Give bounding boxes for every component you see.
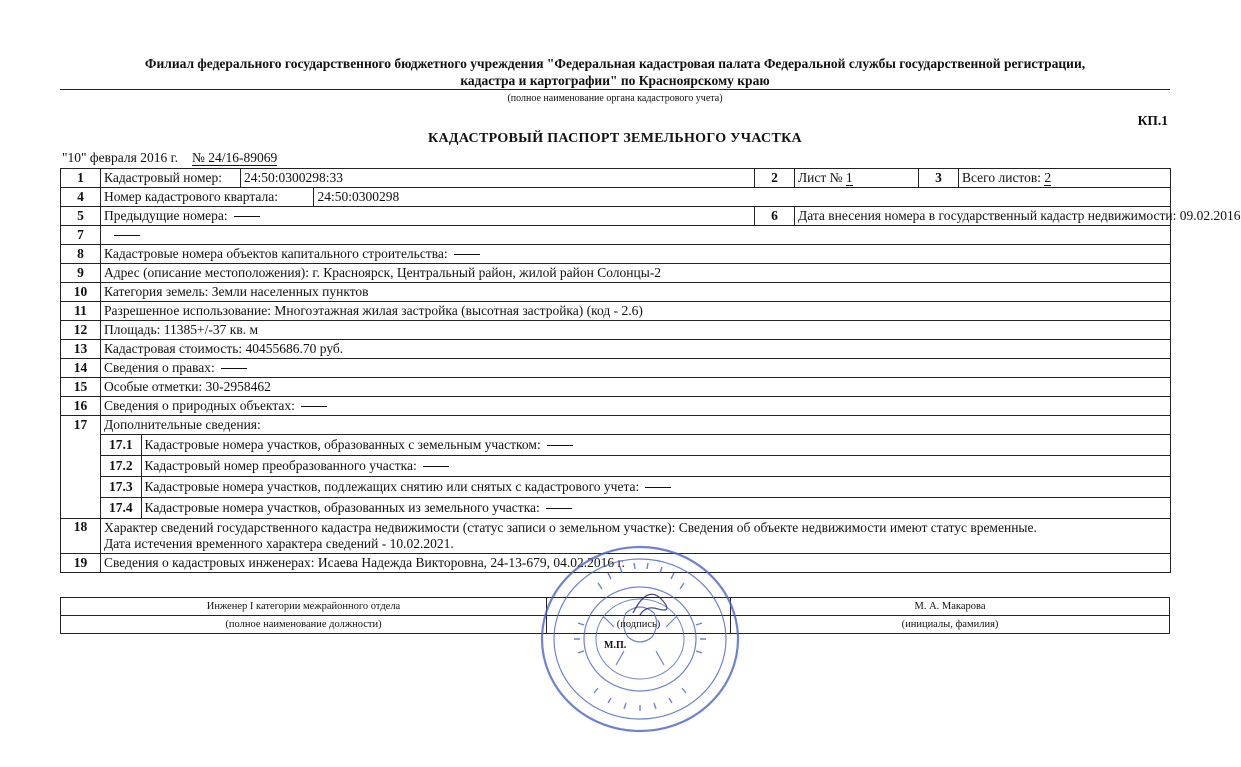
- dash-mark: [546, 508, 572, 509]
- land-category: Категория земель: Земли населенных пунктов: [101, 283, 1171, 302]
- table-row: [61, 456, 1171, 477]
- dash-mark: [454, 254, 480, 255]
- capital-objects: [101, 245, 1171, 264]
- number-entry-date: Дата внесения номера в государственный кадастр недвижимости: 09.02.2016: [795, 207, 1171, 226]
- dash-mark: [301, 406, 327, 407]
- total-sheets-label: Всего листов:: [962, 170, 1042, 185]
- passport-table: [60, 168, 1241, 573]
- sub-row-label: Кадастровые номера участков, образованных из земельного участка:: [144, 500, 540, 515]
- capital-objects-text: Кадастровые номера объектов капитального строительства:: [104, 246, 448, 261]
- additional-info: Дополнительные сведения:: [101, 416, 1171, 435]
- row-number: 16: [61, 397, 101, 416]
- quarter-label: Номер кадастрового квартала:: [101, 188, 313, 206]
- row-number: 17.3: [101, 477, 141, 497]
- stamp-place-mark: М.П.: [604, 640, 627, 651]
- quarter-cell: [101, 188, 1171, 207]
- quarter-value: 24:50:0300298: [317, 189, 400, 204]
- document-number: № 24/16-89069: [191, 150, 278, 165]
- dash-mark: [547, 445, 573, 446]
- permitted-use: Разрешенное использование: Многоэтажная жилая застройка (высотная застройка) (код - 2.6): [101, 302, 1171, 321]
- issue-date-line: [62, 150, 277, 166]
- cadastral-number-value: [241, 169, 755, 188]
- org-name-caption: (полное наименование органа кадастрового учета): [507, 93, 723, 104]
- table-row: [61, 207, 1171, 226]
- sub-row-17-1: [101, 435, 1171, 456]
- row-number: 14: [61, 359, 101, 378]
- sub-inner: [101, 456, 1170, 476]
- document-title: КАДАСТРОВЫЙ ПАСПОРТ ЗЕМЕЛЬНОГО УЧАСТКА: [428, 131, 802, 146]
- natural-objects: [101, 397, 1171, 416]
- previous-numbers: [101, 207, 755, 226]
- cadastral-number-label: Кадастровый номер:: [101, 169, 241, 188]
- area: Площадь: 11385+/-37 кв. м: [101, 321, 1171, 340]
- row-number: 6: [755, 207, 795, 226]
- name-caption: (инициалы, фамилия): [731, 616, 1170, 634]
- sub-inner: [101, 477, 1170, 497]
- row-number: 1: [61, 169, 101, 188]
- table-row: [61, 477, 1171, 498]
- dash-mark: [423, 466, 449, 467]
- row-number: 10: [61, 283, 101, 302]
- total-sheets: [959, 169, 1171, 188]
- sub-row-text: [141, 477, 1170, 497]
- previous-numbers-label: Предыдущие номера:: [104, 208, 228, 223]
- official-name: М. А. Макарова: [731, 598, 1170, 616]
- plan-cell: [101, 226, 1171, 245]
- row-number: 3: [919, 169, 959, 188]
- dash-mark: [234, 216, 260, 217]
- sheet-number: [795, 169, 919, 188]
- sub-row-text: [141, 456, 1170, 476]
- sheet-label: Лист №: [798, 170, 843, 185]
- sub-row-text: [141, 498, 1170, 518]
- table-row: [61, 416, 1171, 435]
- table-row: [61, 340, 1171, 359]
- dash-mark: [221, 368, 247, 369]
- sub-inner: [101, 435, 1170, 455]
- special-notes: Особые отметки: 30-2958462: [101, 378, 1171, 397]
- header-rule: [60, 89, 1170, 90]
- row-number: 19: [61, 554, 101, 573]
- rights-text: Сведения о правах:: [104, 360, 215, 375]
- org-name-line1: Филиал федерального государственного бюджетного учреждения "Федеральная кадастровая палата Федеральной службы государственной регистрации,: [144, 56, 1086, 71]
- row-number: 9: [61, 264, 101, 283]
- form-code: КП.1: [1137, 113, 1168, 128]
- total-sheets-value: 2: [1044, 170, 1052, 185]
- row-number: 4: [61, 188, 101, 207]
- cadastral-number-text: 24:50:0300298:33: [244, 170, 344, 185]
- org-name-line2: кадастра и картографии" по Красноярскому краю: [460, 73, 770, 88]
- table-row: [61, 302, 1171, 321]
- cadastral-value: Кадастровая стоимость: 40455686.70 руб.: [101, 340, 1171, 359]
- row-number: 5: [61, 207, 101, 226]
- row-number: 15: [61, 378, 101, 397]
- row-number: 17.2: [101, 456, 141, 476]
- table-row: [61, 245, 1171, 264]
- sheet-value: 1: [845, 170, 853, 185]
- row-number: 18: [61, 519, 101, 554]
- dash-mark: [645, 487, 671, 488]
- sub-row-label: Кадастровый номер преобразованного участка:: [144, 458, 417, 473]
- row-number: 17.4: [101, 498, 141, 518]
- cadastral-engineers: Сведения о кадастровых инженерах: Исаева Надежда Викторовна, 24-13-679, 04.02.2016 г.: [101, 554, 1171, 573]
- row-number: 7: [61, 226, 101, 245]
- table-row: [61, 359, 1171, 378]
- table-row: [61, 498, 1171, 519]
- table-row: [61, 321, 1171, 340]
- table-row: [61, 169, 1171, 188]
- table-row: [61, 435, 1171, 456]
- table-row: [61, 226, 1171, 245]
- row-number: 8: [61, 245, 101, 264]
- official-position: Инженер I категории межрайонного отдела: [61, 598, 547, 616]
- signature-caption: (подпись): [547, 616, 731, 634]
- sub-row-label: Кадастровые номера участков, подлежащих снятию или снятых с кадастрового учета:: [144, 479, 640, 494]
- record-status-line1: Характер сведений государственного кадастра недвижимости (статус записи о земельном участке): Сведения об объекте недвижимости имеют статус временные.: [104, 520, 1037, 535]
- sub-row-17-2: [101, 456, 1171, 477]
- official-stamp-seal: [538, 543, 742, 735]
- sub-row-label: Кадастровые номера участков, образованных с земельным участком:: [144, 437, 541, 452]
- rights-info: [101, 359, 1171, 378]
- table-row: [61, 264, 1171, 283]
- table-row: [61, 283, 1171, 302]
- table-row: [61, 188, 1171, 207]
- natural-objects-text: Сведения о природных объектах:: [104, 398, 295, 413]
- sub-row-text: [141, 435, 1170, 455]
- issue-date: "10" февраля 2016 г.: [62, 150, 178, 165]
- address: Адрес (описание местоположения): г. Красноярск, Центральный район, жилой район Солонцы-2: [101, 264, 1171, 283]
- row-number: 17: [61, 416, 101, 519]
- dash-mark: [114, 235, 140, 236]
- sub-row-17-3: [101, 477, 1171, 498]
- table-row: [61, 378, 1171, 397]
- position-caption: (полное наименование должности): [61, 616, 547, 634]
- row-number: 13: [61, 340, 101, 359]
- row-number: 2: [755, 169, 795, 188]
- row-number: 17.1: [101, 435, 141, 455]
- record-status-line2: Дата истечения временного характера сведений - 10.02.2021.: [104, 536, 454, 551]
- table-row: [61, 397, 1171, 416]
- row-number: 11: [61, 302, 101, 321]
- row-number: 12: [61, 321, 101, 340]
- sub-inner: [101, 498, 1170, 518]
- sub-row-17-4: [101, 498, 1171, 519]
- quarter-inner: [101, 188, 1170, 206]
